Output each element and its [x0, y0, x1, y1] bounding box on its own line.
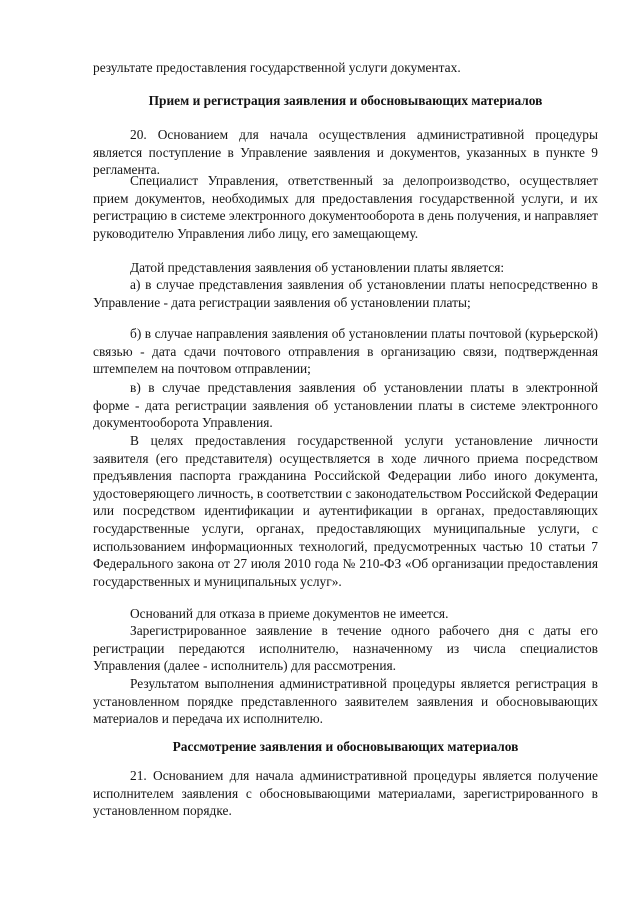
section-heading-review: Рассмотрение заявления и обосновывающих материалов — [172, 739, 519, 754]
paragraph-registered: Зарегистрированное заявление в течение одного рабочего дня с даты его регистрации передаются исполнителю, назначенному из числа специалистов Управления (далее - исполнитель) для рассмотрения. — [93, 623, 598, 674]
paragraph-21: 21. Основанием для начала административной процедуры является получение исполнителем заявления с обосновывающими материалами, зарегистрированного в установленном порядке. — [93, 768, 598, 819]
list-item-b: б) в случае направления заявления об установлении платы почтовой (курьерской) связью - дата сдачи почтового отправления в организацию связи, подтвержденная штемпелем на почтовом отправлении; — [93, 326, 598, 377]
section-heading-reception: Прием и регистрация заявления и обосновывающих материалов — [148, 93, 543, 108]
paragraph-identity: В целях предоставления государственной услуги установление личности заявителя (его представителя) осуществляется в ходе личного приема посредством предъявления паспорта гражданина Российской Федерации либо иного документа, удостоверяющего личность, в соответствии с законодательством Российской Федерации или посредством идентификации и аутентификации в органах, предоставляющих государственные услуги, органах, предоставляющих муниципальные услуги, с использованием информационных технологий, предусмотренных частью 10 статьи 7 Федерального закона от 27 июля 2010 года № 210-ФЗ «Об организации предоставления государственных и муниципальных услуг». — [93, 433, 598, 589]
continuation-text: результате предоставления государственной услуги документах. — [93, 60, 461, 75]
list-item-a: а) в случае представления заявления об установлении платы непосредственно в Управление - дата регистрации заявления об установлении платы; — [93, 277, 598, 310]
paragraph-date-intro: Датой представления заявления об установлении платы является: — [130, 260, 505, 275]
paragraph-result: Результатом выполнения административной процедуры является регистрация в установленном порядке представленного заявителем заявления и обосновывающих материалов и передача их исполнителю. — [93, 676, 598, 727]
paragraph-20: 20. Основанием для начала осуществления административной процедуры является поступление в Управление заявления и документов, указанных в пункте 9 регламента. — [93, 127, 598, 178]
list-item-v: в) в случае представления заявления об установлении платы в электронной форме - дата регистрации заявления об установлении платы в системе электронного документооборота Управления. — [93, 380, 598, 431]
paragraph-specialist: Специалист Управления, ответственный за делопроизводство, осуществляет прием документов, необходимых для предоставления государственной услуги, и их регистрацию в системе электронного документооборота в день получения, и направляет руководителю Управления либо лицу, его замещающему. — [93, 173, 598, 241]
paragraph-no-refusal: Оснований для отказа в приеме документов не имеется. — [130, 606, 449, 621]
